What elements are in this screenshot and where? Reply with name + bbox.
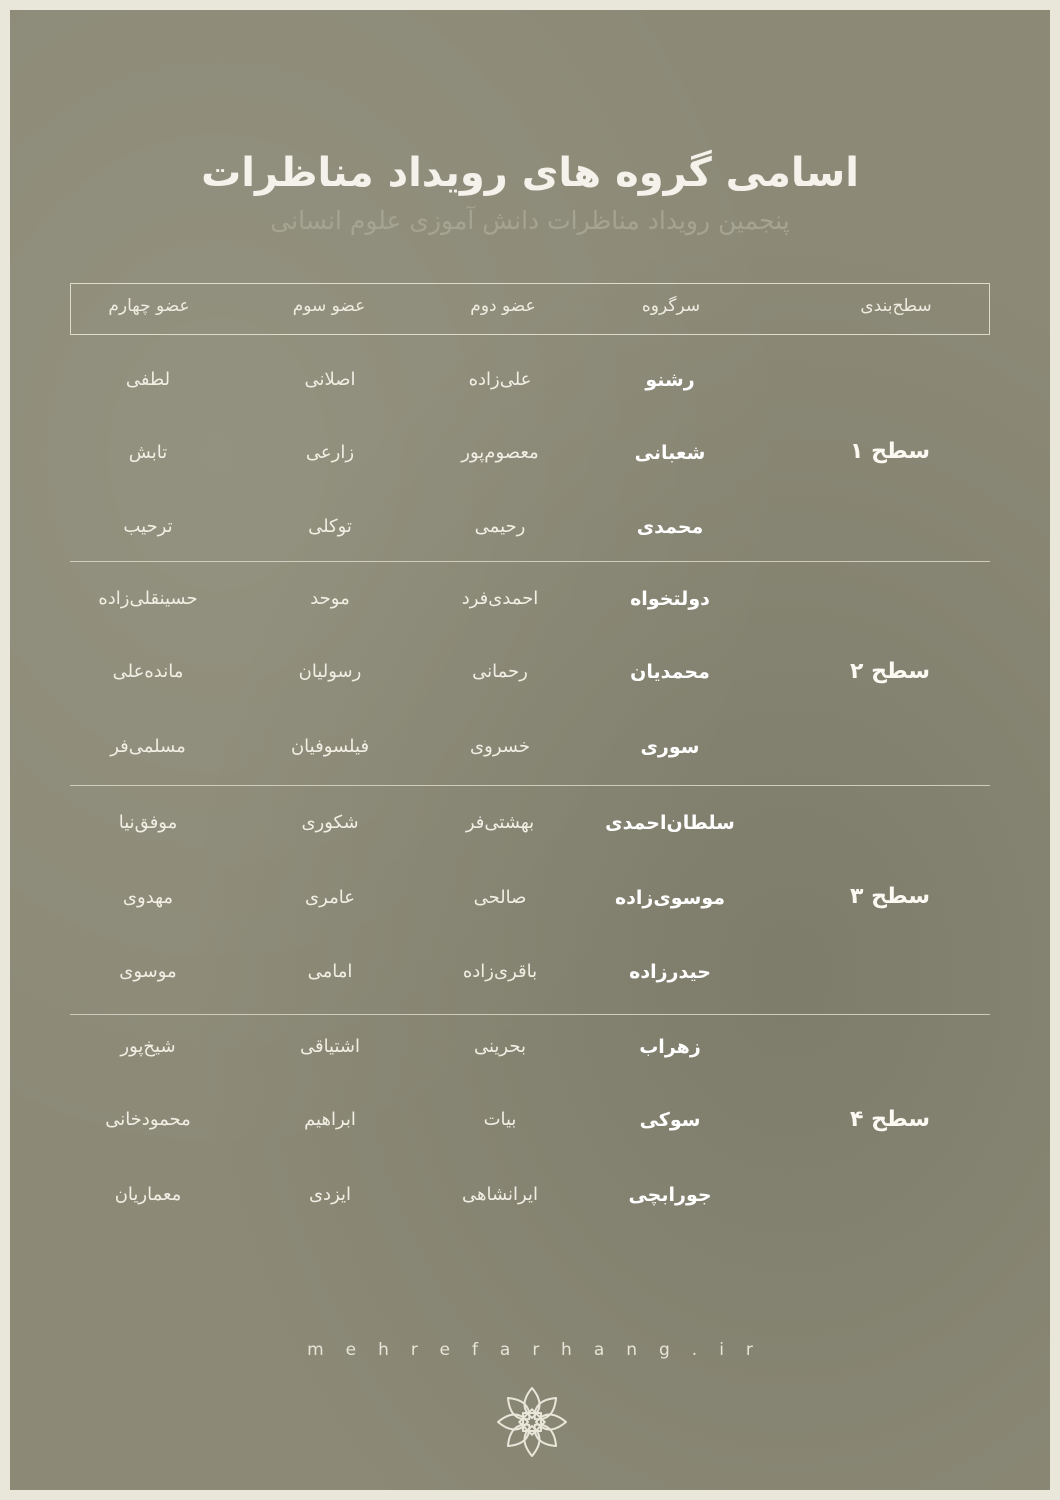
table-row — [10, 512, 1050, 542]
member3-cell: فیلسوفیان — [290, 736, 370, 757]
table-row — [10, 1180, 1050, 1210]
leader-cell: زهراب — [639, 1036, 701, 1058]
member2-cell: احمدی‌فرد — [461, 588, 539, 609]
leader-cell: موسوی‌زاده — [614, 887, 726, 909]
member4-cell: حسینقلی‌زاده — [98, 588, 198, 609]
star-flower-logo-icon — [492, 1382, 572, 1462]
member2-cell: بهشتی‌فر — [465, 812, 535, 833]
member3-cell: عامری — [305, 887, 355, 908]
leader-cell: سلطان‌احمدی — [605, 812, 735, 834]
page-title: اسامی گروه های رویداد مناظرات — [201, 150, 859, 196]
table-row — [10, 657, 1050, 687]
table-row — [10, 1032, 1050, 1062]
member4-cell: محمودخانی — [105, 1109, 191, 1130]
member2-cell: علی‌زاده — [468, 369, 532, 390]
member3-cell: موحد — [310, 588, 350, 609]
member2-cell: رحمانی — [472, 661, 528, 682]
level-label: سطح ۳ — [849, 883, 931, 909]
level-label: سطح ۴ — [849, 1106, 931, 1132]
level-group — [10, 785, 1050, 1007]
leader-cell: جورابچی — [628, 1184, 712, 1206]
level-label: سطح ۱ — [849, 438, 931, 464]
member2-cell: خسروی — [470, 736, 530, 757]
member2-cell: ایرانشاهی — [462, 1184, 538, 1205]
leader-cell: رشنو — [645, 369, 695, 391]
member4-cell: معماریان — [114, 1184, 182, 1205]
table-row — [10, 808, 1050, 838]
member2-cell: باقری‌زاده — [462, 961, 538, 982]
table-row — [10, 1105, 1050, 1135]
website-link[interactable]: mehrefarhang.ir — [307, 1340, 775, 1360]
table-row — [10, 438, 1050, 468]
member3-cell: ابراهیم — [304, 1109, 356, 1130]
member4-cell: مسلمی‌فر — [110, 736, 186, 757]
header-leader: سرگروه — [641, 296, 701, 316]
member2-cell: صالحی — [473, 887, 527, 908]
level-label: سطح ۲ — [849, 658, 931, 684]
member3-cell: شکوری — [301, 812, 359, 833]
member4-cell: موفق‌نیا — [118, 812, 178, 833]
table-row — [10, 584, 1050, 614]
leader-cell: محمدی — [636, 516, 704, 538]
member4-cell: موسوی — [119, 961, 177, 982]
table-row — [10, 957, 1050, 987]
table-row — [10, 365, 1050, 395]
member2-cell: رحیمی — [474, 516, 526, 537]
leader-cell: محمدیان — [630, 661, 710, 683]
header-member4: عضو چهارم — [108, 296, 190, 316]
header-member3: عضو سوم — [292, 296, 366, 316]
table-header — [70, 283, 990, 335]
member4-cell: مهدوی — [122, 887, 174, 908]
leader-cell: سوکی — [639, 1109, 701, 1131]
table-row — [10, 732, 1050, 762]
member3-cell: زارعی — [305, 442, 355, 463]
level-group — [10, 1008, 1050, 1230]
level-group — [10, 340, 1050, 562]
member2-cell: بحرینی — [473, 1036, 526, 1057]
member3-cell: ایزدی — [308, 1184, 352, 1205]
leader-cell: دولتخواه — [630, 588, 710, 610]
header-member2: عضو دوم — [470, 296, 536, 316]
member3-cell: توکلی — [308, 516, 352, 537]
leader-cell: سوری — [640, 736, 700, 758]
member4-cell: ترحیب — [123, 516, 173, 537]
level-group — [10, 560, 1050, 782]
page-subtitle: پنجمین رویداد مناظرات دانش آموزی علوم انسانی — [270, 206, 790, 235]
member3-cell: اصلانی — [304, 369, 356, 390]
member3-cell: رسولیان — [298, 661, 362, 682]
poster — [10, 10, 1050, 1490]
header-level: سطح‌بندی — [860, 296, 932, 316]
table-row — [10, 883, 1050, 913]
leader-cell: شعبانی — [634, 442, 706, 464]
member2-cell: بیات — [483, 1109, 517, 1130]
member4-cell: لطفی — [125, 369, 171, 390]
member4-cell: تابش — [128, 442, 168, 463]
member3-cell: امامی — [307, 961, 353, 982]
member3-cell: اشتیاقی — [299, 1036, 361, 1057]
leader-cell: حیدرزاده — [629, 961, 711, 983]
member4-cell: مانده‌علی — [112, 661, 184, 682]
member4-cell: شیخ‌پور — [120, 1036, 176, 1057]
member2-cell: معصوم‌پور — [461, 442, 539, 463]
